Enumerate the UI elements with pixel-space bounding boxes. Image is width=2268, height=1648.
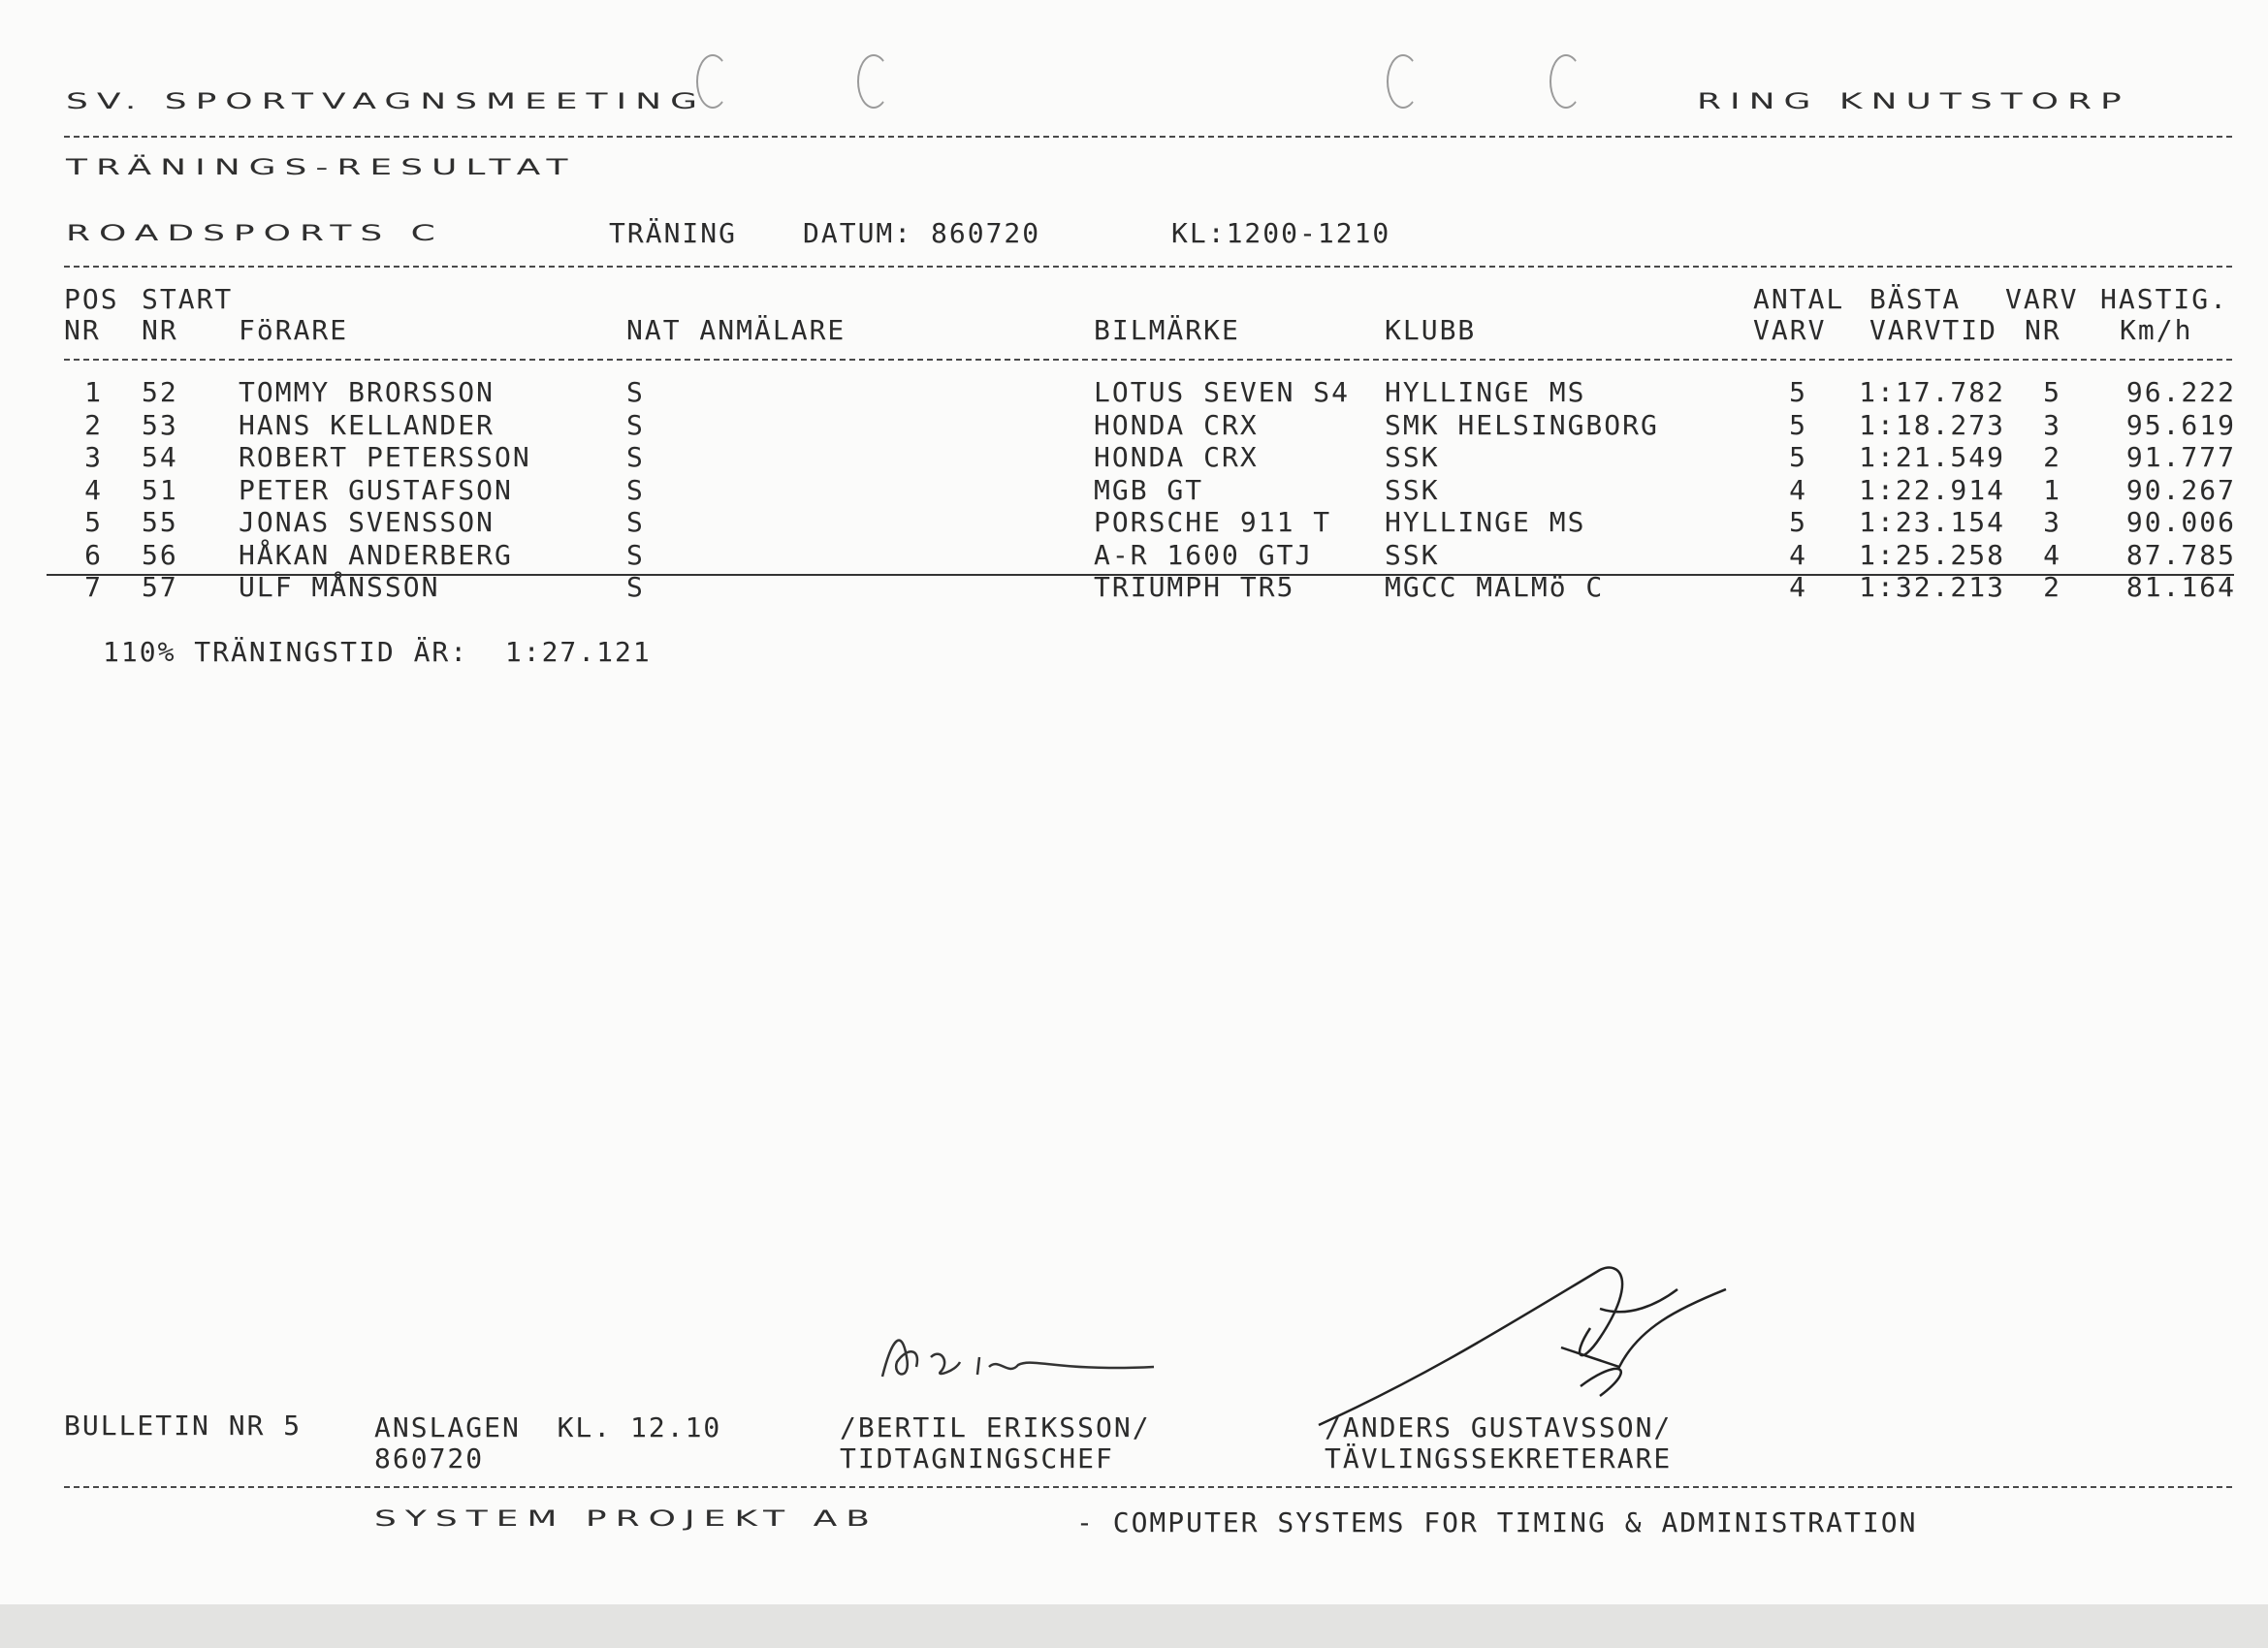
cell-lap-no: 2 bbox=[2043, 441, 2061, 473]
divider bbox=[64, 1486, 2232, 1488]
cell-start: 51 bbox=[142, 473, 178, 506]
official1-title: TIDTAGNINGSCHEF bbox=[840, 1442, 1114, 1474]
cell-car: HONDA CRX bbox=[1094, 408, 1259, 441]
header-start-nr: NR bbox=[142, 314, 178, 346]
cell-club: HYLLINGE MS bbox=[1385, 506, 1586, 538]
cell-club: MGCC MALMö C bbox=[1385, 571, 1605, 603]
cell-best: 1:23.154 bbox=[1859, 506, 2005, 538]
cell-pos: 4 bbox=[84, 473, 103, 506]
cell-car: PORSCHE 911 T bbox=[1094, 506, 1332, 538]
divider bbox=[64, 266, 2232, 268]
cell-start: 54 bbox=[142, 441, 178, 473]
cell-car: TRIUMPH TR5 bbox=[1094, 571, 1295, 603]
cell-nat: S bbox=[626, 506, 645, 538]
cell-start: 57 bbox=[142, 571, 178, 603]
posted-time: ANSLAGEN KL. 12.10 bbox=[374, 1411, 722, 1443]
official2-name: /ANDERS GUSTAVSSON/ bbox=[1325, 1411, 1673, 1443]
header-car: BILMÄRKE bbox=[1094, 314, 1240, 346]
cell-speed: 81.164 bbox=[2125, 571, 2236, 603]
cell-laps: 5 bbox=[1789, 408, 1807, 441]
cell-club: SSK bbox=[1385, 441, 1440, 473]
cell-car: A-R 1600 GTJ bbox=[1094, 538, 1314, 571]
header-laps-varv: VARV bbox=[1753, 314, 1827, 346]
cell-pos: 1 bbox=[84, 376, 103, 408]
header-best: BÄSTA bbox=[1869, 283, 1962, 315]
signature-bertil-eriksson bbox=[863, 1318, 1173, 1396]
posted-date: 860720 bbox=[374, 1442, 485, 1474]
scan-background bbox=[0, 1604, 2268, 1648]
cell-lap-no: 3 bbox=[2043, 408, 2061, 441]
header-lap-no: VARV bbox=[2005, 283, 2079, 315]
cell-driver: HANS KELLANDER bbox=[239, 408, 495, 441]
cell-speed: 91.777 bbox=[2125, 441, 2236, 473]
cell-laps: 5 bbox=[1789, 376, 1807, 408]
cell-nat: S bbox=[626, 441, 645, 473]
company-tagline: - COMPUTER SYSTEMS FOR TIMING & ADMINISTRATION bbox=[1076, 1506, 1918, 1538]
cell-driver: JONAS SVENSSON bbox=[239, 506, 495, 538]
cell-lap-no: 1 bbox=[2043, 473, 2061, 506]
cell-start: 56 bbox=[142, 538, 178, 571]
divider bbox=[64, 359, 2232, 361]
cell-pos: 2 bbox=[84, 408, 103, 441]
divider bbox=[64, 136, 2232, 138]
cell-best: 1:25.258 bbox=[1859, 538, 2005, 571]
cell-speed: 87.785 bbox=[2125, 538, 2236, 571]
cell-speed: 95.619 bbox=[2125, 408, 2236, 441]
cell-driver: ULF MÅNSSON bbox=[239, 571, 440, 603]
session-label: TRÄNING bbox=[609, 217, 738, 249]
header-laps: ANTAL bbox=[1753, 283, 1845, 315]
cell-laps: 5 bbox=[1789, 506, 1807, 538]
venue-title: RING KNUTSTORP bbox=[1697, 89, 2130, 114]
cell-best: 1:32.213 bbox=[1859, 571, 2005, 603]
cell-car: HONDA CRX bbox=[1094, 441, 1259, 473]
cell-lap-no: 3 bbox=[2043, 506, 2061, 538]
punch-hole bbox=[1387, 54, 1420, 109]
cell-club: SSK bbox=[1385, 473, 1440, 506]
bulletin-number: BULLETIN NR 5 bbox=[64, 1410, 303, 1442]
cell-nat: S bbox=[626, 473, 645, 506]
cell-laps: 4 bbox=[1789, 538, 1807, 571]
cell-nat: S bbox=[626, 538, 645, 571]
qualifying-cutoff-line bbox=[47, 574, 2234, 576]
header-driver: FöRARE bbox=[239, 314, 349, 346]
punch-hole bbox=[1549, 54, 1582, 109]
cell-best: 1:21.549 bbox=[1859, 441, 2005, 473]
cell-lap-no: 2 bbox=[2043, 571, 2061, 603]
event-title: SV. SPORTVAGNSMEETING bbox=[66, 89, 706, 114]
cell-laps: 5 bbox=[1789, 441, 1807, 473]
cell-club: HYLLINGE MS bbox=[1385, 376, 1586, 408]
cell-pos: 3 bbox=[84, 441, 103, 473]
cell-start: 55 bbox=[142, 506, 178, 538]
class-name: ROADSPORTS C bbox=[66, 221, 444, 246]
cell-pos: 5 bbox=[84, 506, 103, 538]
cell-laps: 4 bbox=[1789, 473, 1807, 506]
cell-best: 1:22.914 bbox=[1859, 473, 2005, 506]
cell-lap-no: 5 bbox=[2043, 376, 2061, 408]
header-pos: POS bbox=[64, 283, 119, 315]
cell-nat: S bbox=[626, 571, 645, 603]
time-label: KL:1200-1210 bbox=[1171, 217, 1391, 249]
cell-club: SMK HELSINGBORG bbox=[1385, 408, 1659, 441]
company-name: SYSTEM PROJEKT AB bbox=[374, 1506, 878, 1532]
cell-pos: 6 bbox=[84, 538, 103, 571]
official1-name: /BERTIL ERIKSSON/ bbox=[840, 1411, 1151, 1443]
cell-speed: 96.222 bbox=[2125, 376, 2236, 408]
cell-driver: TOMMY BRORSSON bbox=[239, 376, 495, 408]
cell-start: 52 bbox=[142, 376, 178, 408]
cell-nat: S bbox=[626, 408, 645, 441]
cell-driver: PETER GUSTAFSON bbox=[239, 473, 513, 506]
cell-pos: 7 bbox=[84, 571, 103, 603]
cell-lap-no: 4 bbox=[2043, 538, 2061, 571]
cell-car: MGB GT bbox=[1094, 473, 1204, 506]
cell-best: 1:18.273 bbox=[1859, 408, 2005, 441]
cell-best: 1:17.782 bbox=[1859, 376, 2005, 408]
report-title: TRÄNINGS-RESULTAT bbox=[66, 155, 577, 180]
cell-speed: 90.006 bbox=[2125, 506, 2236, 538]
cell-driver: HÅKAN ANDERBERG bbox=[239, 538, 513, 571]
qualifying-note: 110% TRÄNINGSTID ÄR: 1:27.121 bbox=[103, 636, 652, 668]
cell-nat: S bbox=[626, 376, 645, 408]
header-lap-no-nr: NR bbox=[2025, 314, 2061, 346]
cell-club: SSK bbox=[1385, 538, 1440, 571]
header-speed-unit: Km/h bbox=[2120, 314, 2193, 346]
header-club: KLUBB bbox=[1385, 314, 1477, 346]
header-speed: HASTIG. bbox=[2100, 283, 2229, 315]
cell-driver: ROBERT PETERSSON bbox=[239, 441, 531, 473]
cell-speed: 90.267 bbox=[2125, 473, 2236, 506]
date-label: DATUM: 860720 bbox=[803, 217, 1041, 249]
cell-start: 53 bbox=[142, 408, 178, 441]
header-start: START bbox=[142, 283, 234, 315]
official2-title: TÄVLINGSSEKRETERARE bbox=[1325, 1442, 1673, 1474]
cell-laps: 4 bbox=[1789, 571, 1807, 603]
header-pos-nr: NR bbox=[64, 314, 101, 346]
header-best-lap: VARVTID bbox=[1869, 314, 1998, 346]
punch-hole bbox=[857, 54, 890, 109]
cell-car: LOTUS SEVEN S4 bbox=[1094, 376, 1351, 408]
header-nat-entrant: NAT ANMÄLARE bbox=[626, 314, 847, 346]
